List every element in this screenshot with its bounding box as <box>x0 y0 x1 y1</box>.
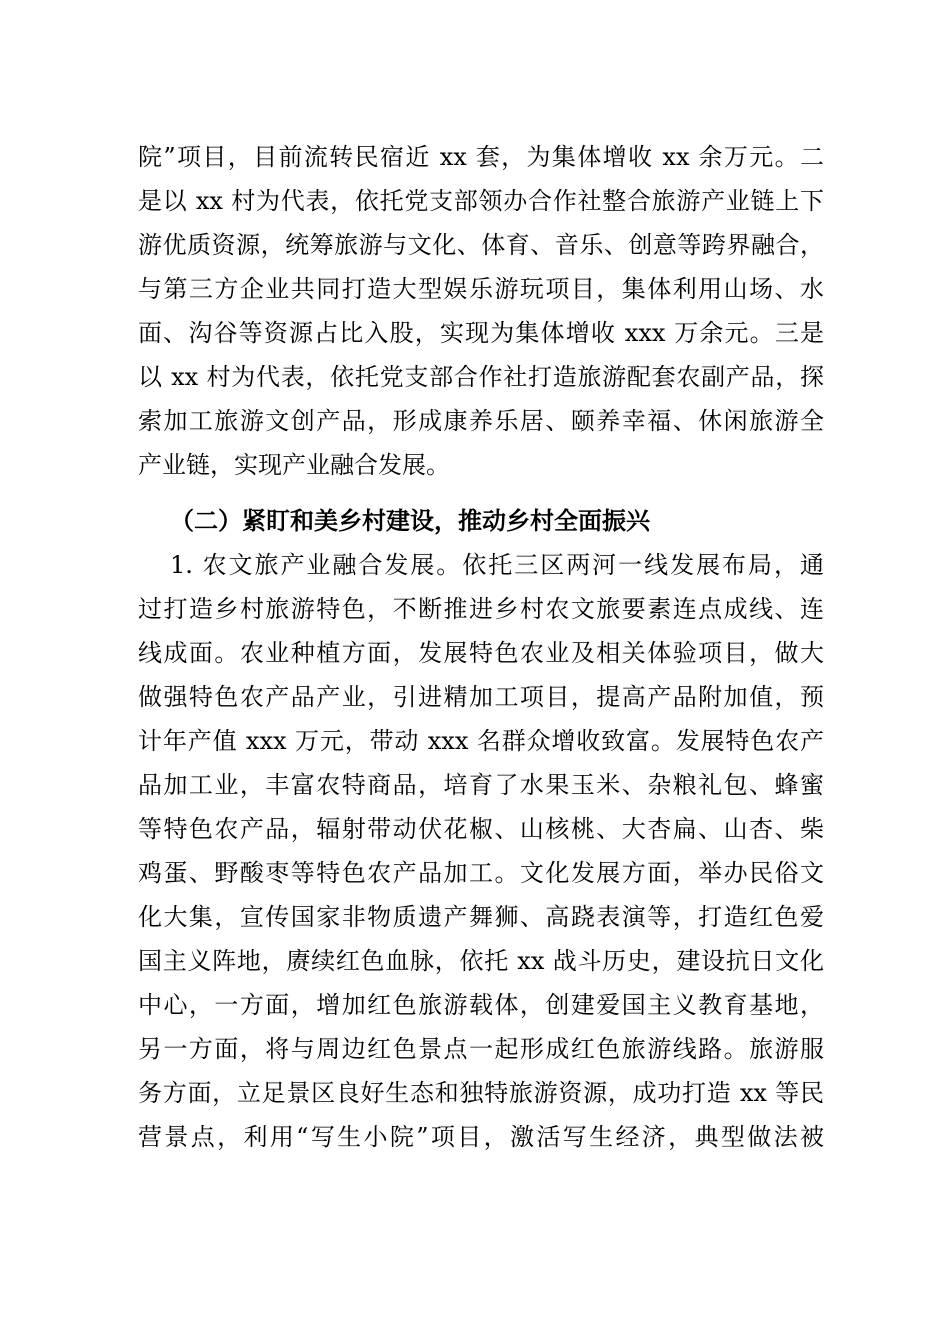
paragraph-2-line-5: 计年产值 xxx 万元，带动 xxx 名群众增收致富。发展特色农产 <box>138 727 824 755</box>
paragraph-1-line-2: 是以 xx 村为代表，依托党支部领办合作社整合旅游产业链上下 <box>138 187 824 215</box>
paragraph-1-line-3: 游优质资源，统筹旅游与文化、体育、音乐、创意等跨界融合， <box>138 231 824 259</box>
paragraph-2-line-1: 1. 农文旅产业融合发展。依托三区两河一线发展布局，通 <box>170 551 824 579</box>
paragraph-2-line-7: 等特色农产品，辐射带动伏花椒、山核桃、大杏扁、山杏、柴 <box>138 815 824 843</box>
paragraph-2-line-8: 鸡蛋、野酸枣等特色农产品加工。文化发展方面，举办民俗文 <box>138 859 824 887</box>
paragraph-2-line-11: 中心，一方面，增加红色旅游载体，创建爱国主义教育基地， <box>138 991 824 1019</box>
paragraph-2-line-3: 线成面。农业种植方面，发展特色农业及相关体验项目，做大 <box>138 639 824 667</box>
paragraph-1-line-4: 与第三方企业共同打造大型娱乐游玩项目，集体利用山场、水 <box>138 275 824 303</box>
paragraph-1-line-1: 院”项目，目前流转民宿近 xx 套，为集体增收 xx 余万元。二 <box>138 143 824 171</box>
paragraph-2-line-2: 过打造乡村旅游特色，不断推进乡村农文旅要素连点成线、连 <box>138 595 824 623</box>
paragraph-2-line-4: 做强特色农产品产业，引进精加工项目，提高产品附加值，预 <box>138 683 824 711</box>
paragraph-1-line-6: 以 xx 村为代表，依托党支部合作社打造旅游配套农副产品，探 <box>138 363 824 391</box>
paragraph-2-line-12: 另一方面，将与周边红色景点一起形成红色旅游线路。旅游服 <box>138 1035 824 1063</box>
paragraph-1-line-5: 面、沟谷等资源占比入股，实现为集体增收 xxx 万余元。三是 <box>138 319 824 347</box>
paragraph-2-line-6: 品加工业，丰富农特商品，培育了水果玉米、杂粮礼包、蜂蜜 <box>138 771 824 799</box>
section-heading: （二）紧盯和美乡村建设，推动乡村全面振兴 <box>170 507 650 535</box>
paragraph-1-line-8: 产业链，实现产业融合发展。 <box>138 451 450 479</box>
paragraph-2-line-9: 化大集，宣传国家非物质遗产舞狮、高跷表演等，打造红色爱 <box>138 903 824 931</box>
paragraph-2-line-14: 营景点，利用“写生小院”项目，激活写生经济，典型做法被 <box>138 1123 824 1151</box>
paragraph-1-line-7: 索加工旅游文创产品，形成康养乐居、颐养幸福、休闲旅游全 <box>138 407 824 435</box>
paragraph-2-line-10: 国主义阵地，赓续红色血脉，依托 xx 战斗历史，建设抗日文化 <box>138 947 824 975</box>
paragraph-2-line-13: 务方面，立足景区良好生态和独特旅游资源，成功打造 xx 等民 <box>138 1079 824 1107</box>
